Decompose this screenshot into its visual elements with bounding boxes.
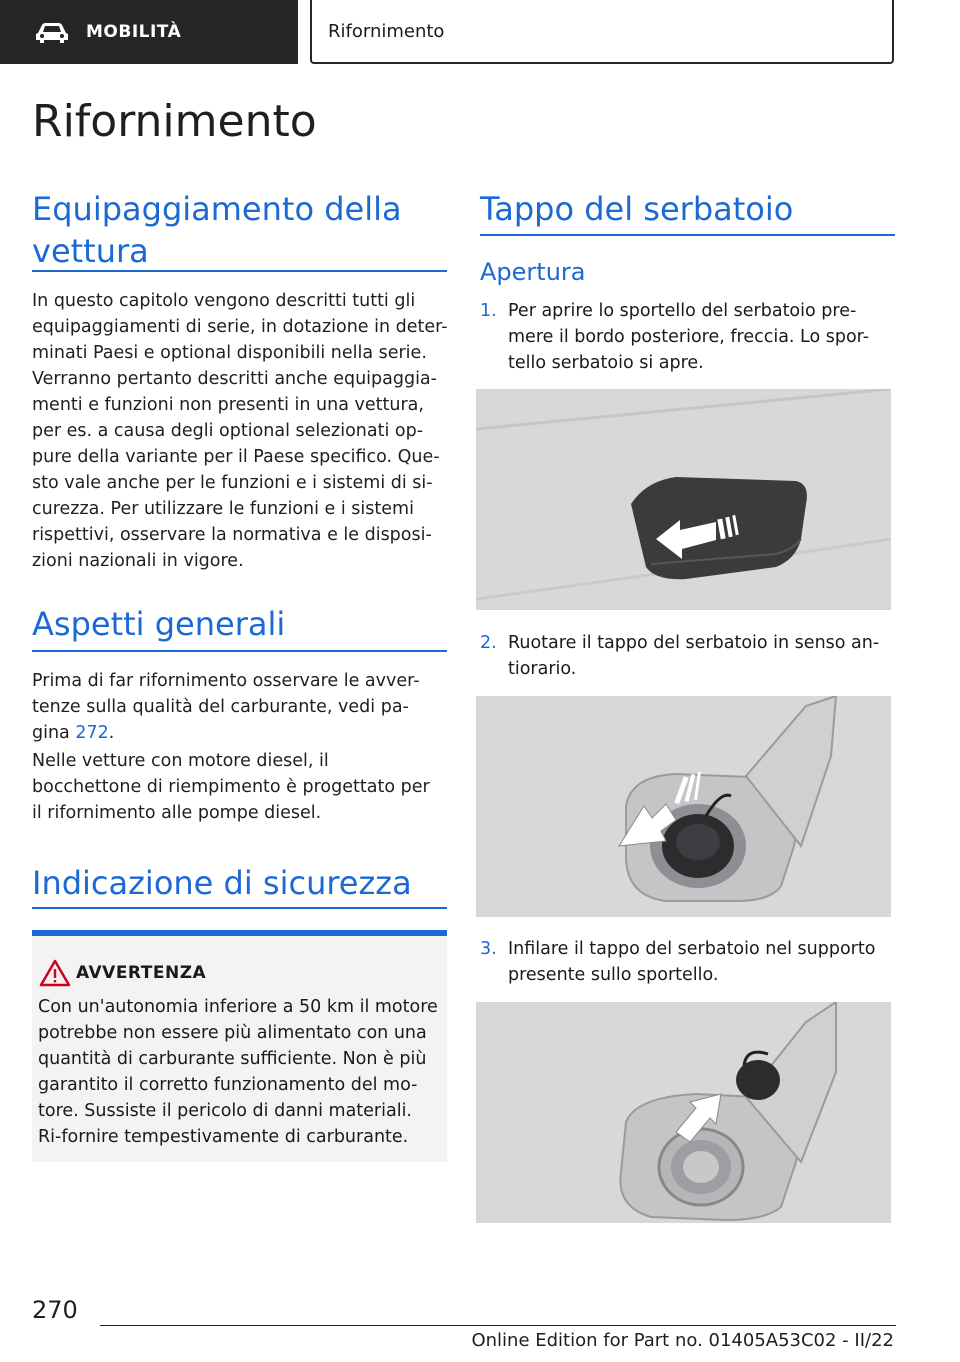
- section-rule: [32, 270, 447, 272]
- section-rule: [480, 234, 895, 236]
- step-number: 2.: [480, 633, 497, 653]
- section-title-safety: Indicazione di sicurezza: [32, 864, 412, 902]
- fuel-cap-illustration: [476, 696, 891, 917]
- subsection-title-opening: Apertura: [480, 258, 586, 286]
- fuel-flap-image: [476, 389, 891, 610]
- page-number: 270: [32, 1296, 78, 1324]
- fuel-cap-holder-image: [476, 1002, 891, 1223]
- fuel-cap-holder-illustration: [476, 1002, 891, 1223]
- edition-text: Online Edition for Part no. 01405A53C02 - II/22: [471, 1330, 894, 1351]
- chapter-tab[interactable]: [310, 0, 894, 64]
- page-title: Rifornimento: [32, 96, 317, 147]
- warning-box: [32, 930, 447, 1162]
- step-number: 3.: [480, 939, 497, 959]
- page-link[interactable]: 272: [75, 723, 109, 743]
- warning-title: AVVERTENZA: [76, 963, 207, 983]
- equipment-paragraph: In questo capitolo vengono descritti tutti gli equipaggiamenti di serie, in dotazione in deter-minati Paesi e optional disponibili nella serie. Verranno pertanto descritti anche equipaggia-menti e funzioni non presenti in una vettura, per es. a causa degli optional selezionati op-pure della variante per il Paese specifico. Que-sto vale anche per le funzioni e i sistemi di si-curezza. Per utilizzare le funzioni e i sistemi rispettivi, osservare la normativa e le disposi-zioni nazionali in vigore.: [32, 291, 448, 571]
- footer-rule: [100, 1325, 896, 1326]
- step-text: Infilare il tappo del serbatoio nel supporto presente sullo sportello.: [508, 939, 876, 985]
- section-rule: [32, 650, 447, 652]
- fuel-cap-image: [476, 696, 891, 917]
- section-tab[interactable]: [0, 0, 298, 64]
- warning-triangle-icon: [38, 958, 72, 988]
- chapter-label: Rifornimento: [328, 21, 445, 42]
- general-paragraph-1: [32, 668, 432, 746]
- section-title-equipment: Equipaggiamento della vettura: [32, 190, 402, 270]
- warning-text: Con un'autonomia inferiore a 50 km il motore potrebbe non essere più alimentato con una quantità di carburante sufficiente. Non è più garantito il corretto funzionamento del mo-tore. Sussiste il pericolo di danni materiali. Ri-fornire tempestivamente di carburante.: [38, 997, 438, 1147]
- car-icon: [34, 22, 70, 44]
- section-rule: [32, 907, 447, 909]
- section-title-fuel-cap: Tappo del serbatoio: [480, 190, 794, 228]
- step-number: 1.: [480, 301, 497, 321]
- section-label: MOBILITÀ: [86, 22, 182, 42]
- fuel-flap-illustration: [476, 389, 891, 610]
- general-paragraph-2: Nelle vetture con motore diesel, il bocchettone di riempimento è progettato per il rifornimento alle pompe diesel.: [32, 751, 430, 823]
- general-text-end: .: [108, 723, 115, 743]
- general-text: Prima di far rifornimento osservare le avver-tenze sulla qualità del carburante, vedi pa-gina: [32, 671, 420, 743]
- step-text: Per aprire lo sportello del serbatoio pre-mere il bordo posteriore, freccia. Lo spor-tello serbatoio si apre.: [508, 301, 870, 373]
- section-title-general: Aspetti generali: [32, 605, 286, 643]
- step-text: Ruotare il tappo del serbatoio in senso an-tiorario.: [508, 633, 880, 679]
